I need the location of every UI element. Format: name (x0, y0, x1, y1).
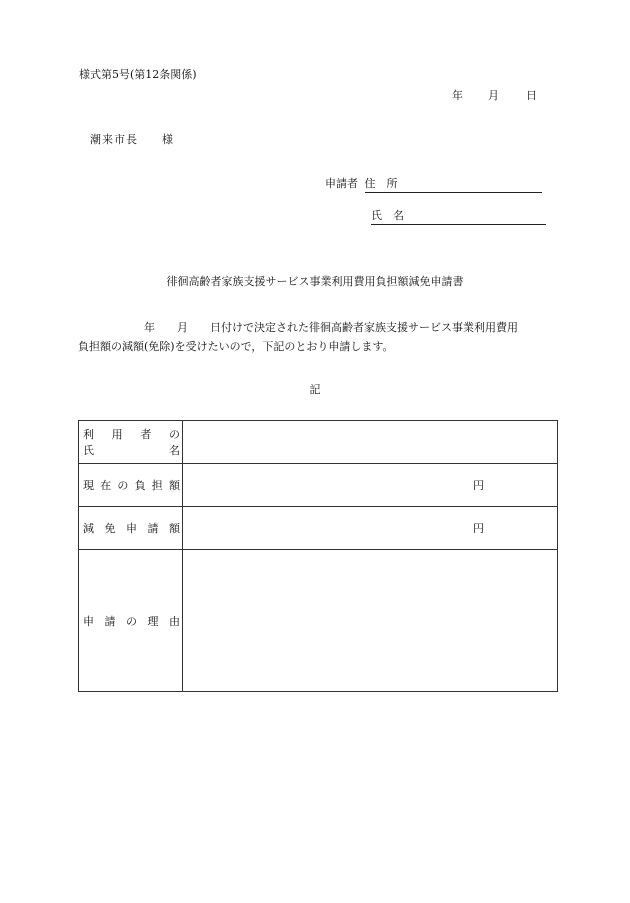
body-text (78, 318, 518, 356)
body-line-1: 年 月 日付けで決定された徘徊高齢者家族支援サービス事業利用費用 (78, 321, 518, 334)
user-name-label (79, 421, 183, 464)
address-field[interactable] (365, 175, 542, 193)
table-row (79, 421, 558, 464)
applicant-address-row (325, 175, 542, 193)
user-name-label-line1: 利 用 者 の (83, 428, 180, 441)
current-burden-label: 現 在 の 負 担 額 (79, 464, 183, 507)
applicant-name-row (371, 207, 546, 225)
date-day-label: 日 (526, 89, 537, 102)
date-year-label: 年 (452, 89, 463, 102)
reduction-input[interactable] (183, 507, 558, 550)
name-label: 氏 名 (371, 209, 404, 222)
reason-input[interactable] (183, 550, 558, 692)
user-name-label-line2: 氏 名 (83, 444, 180, 457)
table-row (79, 550, 558, 692)
ki-heading: 記 (309, 383, 321, 396)
date-row (452, 87, 537, 103)
address-label: 住 所 (364, 177, 398, 190)
user-name-input[interactable] (183, 421, 558, 464)
application-table (78, 420, 558, 692)
date-month-label: 月 (488, 89, 499, 102)
reason-label: 申 請 の 理 由 (79, 550, 183, 692)
form-number: 様式第5号(第12条関係) (79, 68, 197, 81)
name-field[interactable] (371, 207, 546, 225)
applicant-label: 申請者 (325, 177, 358, 190)
addressee: 潮来市長 様 (90, 133, 174, 146)
reduction-label: 減 免 申 請 額 (79, 507, 183, 550)
table-row (79, 464, 558, 507)
table-row (79, 507, 558, 550)
reduction-unit: 円 (473, 522, 484, 535)
current-burden-input[interactable] (183, 464, 558, 507)
current-burden-unit: 円 (473, 479, 484, 492)
document-title: 徘徊高齢者家族支援サービス事業利用費用負担額減免申請書 (166, 275, 464, 288)
body-line-2: 負担額の減額(免除)を受けたいので，下記のとおり申請します。 (78, 340, 394, 353)
